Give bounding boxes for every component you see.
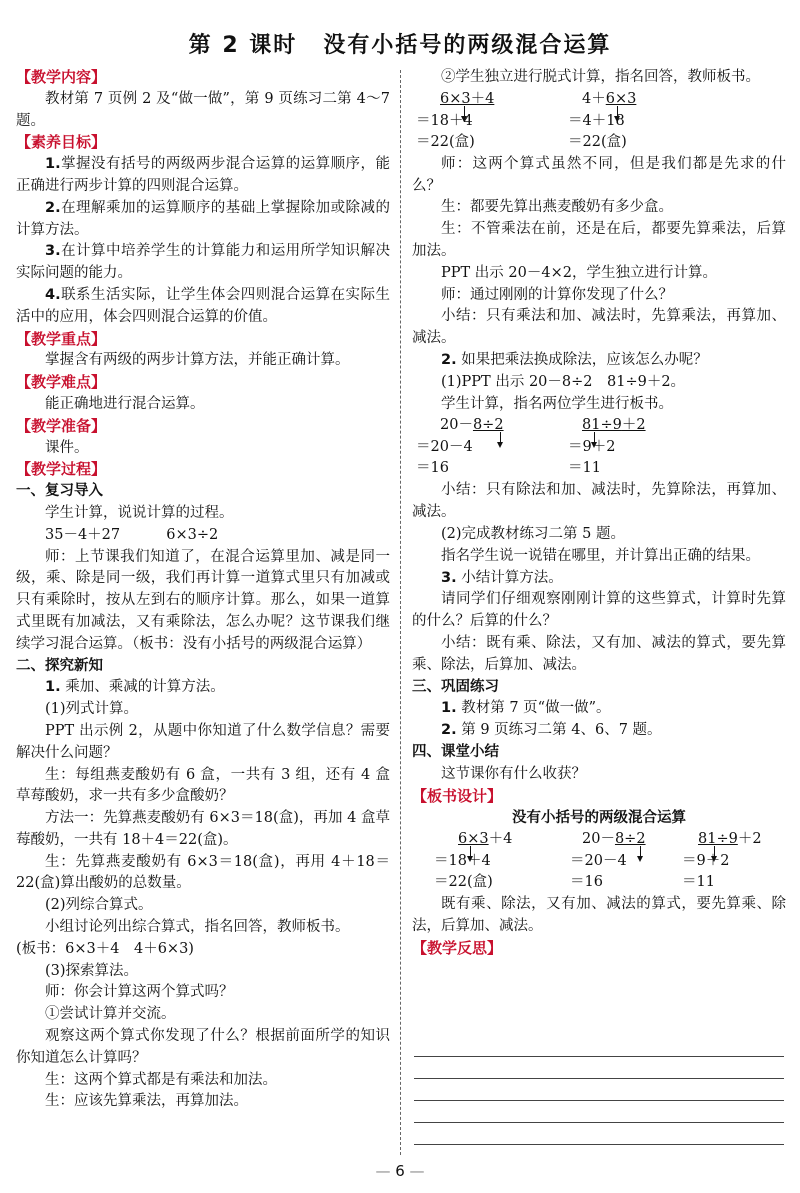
page-number: — 6 — [375, 1162, 425, 1180]
section-goals: 【素养目标】 [16, 133, 107, 152]
paragraph: 生：先算燕麦酸奶有 6×3＝18(盒)，再用 4＋18＝22(盒)算出酸奶的总数量。 [16, 853, 390, 892]
arrow-icon [500, 432, 501, 443]
paragraph: 既有乘、除法，又有加、减法的算式，要先算乘、除法，后算加、减法。 [412, 896, 786, 935]
section-process: 【教学过程】 [16, 460, 107, 479]
paragraph: 小结：只有除法和加、减法时，先算除法，再算加、减法。 [412, 482, 786, 521]
paragraph: 学生计算，说说计算的过程。 [45, 504, 234, 521]
paragraph: 掌握含有两级的两步计算方法，并能正确计算。 [45, 352, 350, 369]
subheading: 3. 小结计算方法。 [441, 569, 563, 586]
section-reflection: 【教学反思】 [412, 938, 503, 957]
calc-expression: 6×3＋4 [440, 90, 495, 107]
goal-item: 2.在理解乘加的运算顺序的基础上掌握除加或除减的计算方法。 [16, 199, 390, 238]
paragraph: 生：这两个算式都是有乘法和加法。 [45, 1071, 277, 1088]
calc-expression: 6×3＋4 [458, 831, 513, 848]
heading-summary: 四、课堂小结 [412, 743, 499, 760]
paragraph: 方法一：先算燕麦酸奶有 6×3＝18(盒)，再加 4 盒草莓酸奶，一共有 18＋4＝22(盒)。 [16, 810, 390, 848]
section-preparation: 【教学准备】 [16, 416, 107, 435]
calc-step: ＝18＋4 [416, 112, 473, 129]
paragraph: (1)列式计算。 [45, 701, 139, 718]
paragraph: 能正确地进行混合运算。 [45, 395, 205, 412]
right-column [412, 67, 786, 960]
writing-line [414, 1079, 784, 1101]
calc-step: ＝18＋4 [434, 853, 491, 870]
calc-result: ＝22(盒) [568, 133, 627, 150]
paragraph: ②学生独立进行脱式计算，指名回答，教师板书。 [441, 69, 760, 85]
section-difficulty: 【教学难点】 [16, 373, 107, 392]
left-column [16, 67, 390, 1113]
calc-step: ＝9＋2 [682, 853, 730, 870]
calc-expression: 81÷9＋2 [698, 831, 762, 848]
paragraph: 小结：只有乘法和加、减法时，先算乘法，再算加、减法。 [412, 308, 786, 347]
paragraph: 师：你会计算这两个算式吗？ [45, 984, 234, 1001]
paragraph: 生：不管乘法在前，还是在后，都要先算乘法，后算加法。 [412, 221, 786, 259]
paragraph: (1)PPT 出示 20－8÷2 81÷9＋2。 [441, 373, 686, 390]
review-expressions: 35－4＋27 6×3÷2 [45, 526, 219, 543]
practice-item: 2. 第 9 页练习二第 4、6、7 题。 [441, 722, 662, 739]
paragraph: 指名学生说一说错在哪里，并计算出正确的结果。 [441, 547, 760, 564]
paragraph: (2)列综合算式。 [45, 897, 153, 914]
paragraph: 请同学们仔细观察刚刚计算的这些算式，计算时先算的什么？后算的什么？ [412, 591, 786, 630]
paragraph: (2)完成教材练习二第 5 题。 [441, 525, 625, 542]
paragraph: (板书：6×3＋4 4＋6×3) [16, 940, 194, 957]
calc-result: ＝22(盒) [434, 874, 493, 891]
arrow-icon [640, 846, 641, 857]
writing-line [414, 1101, 784, 1123]
subheading: 1. 乘加、乘减的计算方法。 [45, 679, 225, 696]
goal-item: 1.掌握没有括号的两级两步混合运算的运算顺序，能正确进行两步计算的四则混合运算。 [16, 156, 390, 194]
calc-expression: 4＋6×3 [582, 90, 637, 107]
paragraph: (3)探索算法。 [45, 962, 139, 979]
paragraph: 观察这两个算式你发现了什么？根据前面所学的知识你知道怎么计算吗？ [16, 1028, 390, 1066]
paragraph: 师：上节课我们知道了，在混合运算里加、减是同一级，乘、除是同一级，我们再计算一道算式里只有加减或只有乘除时，按从左到右的顺序计算。那么，如果一道算式里既有加减法，又有乘除法，怎么办呢？这节课我们继续学习混合运算。（板书：没有小括号的两级混合运算） [16, 548, 390, 652]
calc-result: ＝22(盒) [416, 133, 475, 150]
calc-expression: 81÷9＋2 [582, 417, 646, 434]
writing-line [414, 1035, 784, 1057]
calc-step: ＝20－4 [570, 853, 627, 870]
column-divider [400, 70, 401, 1155]
calc-step: ＝4＋18 [568, 112, 625, 129]
calc-expression: 20－8÷2 [582, 831, 646, 848]
practice-item: 1. 教材第 7 页“做一做”。 [441, 700, 611, 717]
writing-line [414, 1123, 784, 1145]
paragraph: 生：应该先算乘法，再算加法。 [45, 1093, 248, 1110]
lesson-title: 没有小括号的两级混合运算 [323, 33, 612, 58]
paragraph: 生：都要先算出燕麦酸奶有多少盒。 [441, 199, 673, 216]
calc-result: ＝16 [416, 460, 449, 477]
section-key-point: 【教学重点】 [16, 329, 107, 348]
goal-item: 4.联系生活实际，让学生体会四则混合运算在实际生活中的应用，体会四则混合运算的价值。 [16, 286, 390, 325]
paragraph: 生：每组燕麦酸奶有 6 盒，一共有 3 组，还有 4 盒草莓酸奶，求一共有多少盒酸奶？ [16, 766, 390, 805]
lesson-number: 第 2 课时 [188, 33, 298, 58]
paragraph: 教材第 7 页例 2 及“做一做”，第 9 页练习二第 4～7 题。 [16, 90, 390, 129]
paragraph: PPT 出示例 2，从题中你知道了什么数学信息？需要解决什么问题？ [16, 722, 390, 761]
calc-result: ＝11 [682, 874, 715, 891]
paragraph: 这节课你有什么收获？ [441, 765, 586, 782]
calculation-block [412, 415, 786, 480]
paragraph: 小组讨论列出综合算式，指名回答，教师板书。 [45, 919, 350, 936]
section-teaching-content: 【教学内容】 [16, 68, 107, 86]
heading-review: 一、复习导入 [16, 483, 103, 500]
paragraph: 课件。 [45, 439, 89, 456]
page-title [0, 28, 800, 59]
heading-explore: 二、探究新知 [16, 657, 103, 674]
paragraph: 师：这两个算式虽然不同，但是我们都是先求的什么？ [412, 155, 786, 194]
calc-expression: 20－8÷2 [440, 417, 504, 434]
calc-result: ＝11 [568, 460, 601, 477]
paragraph: 师：通过刚刚的计算你发现了什么？ [441, 286, 673, 303]
paragraph: ①尝试计算并交流。 [45, 1006, 176, 1023]
paragraph: 小结：既有乘、除法，又有加、减法的算式，要先算乘、除法，后算加、减法。 [412, 634, 786, 673]
calc-result: ＝16 [570, 874, 603, 891]
heading-practice: 三、巩固练习 [412, 678, 499, 695]
paragraph: 学生计算，指名两位学生进行板书。 [441, 395, 673, 412]
section-board-design: 【板书设计】 [412, 786, 503, 805]
goal-item: 3.在计算中培养学生的计算能力和运用所学知识解决实际问题的能力。 [16, 243, 390, 282]
reflection-lines [414, 1035, 784, 1145]
calc-step: ＝20－4 [416, 439, 473, 456]
writing-line [414, 1057, 784, 1079]
subheading: 2. 如果把乘法换成除法，应该怎么办呢？ [441, 351, 708, 368]
paragraph: PPT 出示 20－4×2，学生独立进行计算。 [441, 264, 717, 281]
board-title: 没有小括号的两级混合运算 [512, 810, 686, 827]
board-calculations [412, 829, 786, 894]
calculation-block [412, 89, 786, 154]
calc-step: ＝9＋2 [568, 439, 616, 456]
